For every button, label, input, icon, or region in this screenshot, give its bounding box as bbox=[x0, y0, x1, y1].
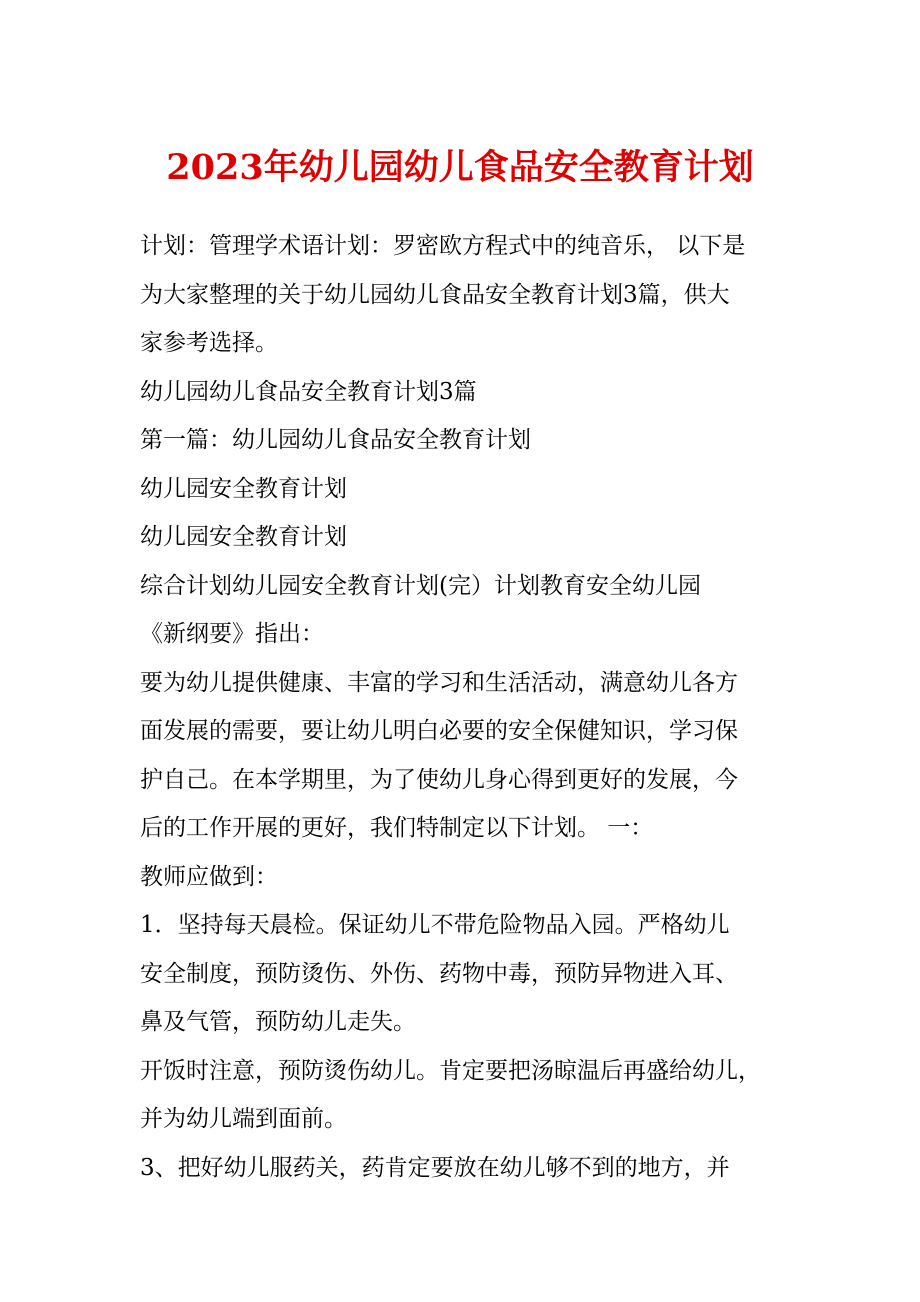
text-line: 幼儿园安全教育计划 bbox=[140, 475, 347, 502]
text-line: 3、把好幼儿服药关，药肯定要放在幼儿够不到的地方，并 bbox=[140, 1154, 730, 1181]
text-line: 幼儿园安全教育计划 bbox=[140, 524, 347, 550]
text-line: 为大家整理的关于幼儿园幼儿食品安全教育计划3篇，供大 bbox=[140, 281, 730, 308]
text-line: 1．坚持每天晨检。保证幼儿不带危险物品入园。严格幼儿 bbox=[140, 912, 730, 938]
text-line: 安全制度，预防烫伤、外伤、药物中毒，预防异物进入耳、 bbox=[140, 960, 738, 987]
text-line: 幼儿园幼儿食品安全教育计划3篇 bbox=[140, 378, 477, 405]
text-line: 并为幼儿端到面前。 bbox=[140, 1106, 347, 1132]
text-line: 家参考选择。 bbox=[140, 330, 278, 356]
text-line: 开饭时注意，预防烫伤幼儿。肯定要把汤晾温后再盛给幼儿， bbox=[140, 1057, 761, 1084]
text-line: 综合计划幼儿园安全教育计划(完）计划教育安全幼儿园 bbox=[140, 572, 701, 599]
text-line: 要为幼儿提供健康、丰富的学习和生活活动，满意幼儿各方 bbox=[140, 669, 738, 696]
text-line: 《新纲要》指出： bbox=[140, 621, 324, 647]
text-line: 计划：管理学术语计划：罗密欧方程式中的纯音乐， 以下是 bbox=[140, 233, 746, 259]
text-line: 第一篇：幼儿园幼儿食品安全教育计划 bbox=[140, 427, 531, 453]
text-line: 面发展的需要，要让幼儿明白必要的安全保健知识，学习保 bbox=[140, 718, 738, 744]
text-line: 后的工作开展的更好，我们特制定以下计划。 一： bbox=[140, 815, 654, 841]
document-title: 2023年幼儿园幼儿食品安全教育计划 bbox=[166, 147, 754, 188]
text-line: 鼻及气管，预防幼儿走失。 bbox=[140, 1009, 416, 1035]
document-body bbox=[140, 222, 800, 1192]
text-line: 教师应做到： bbox=[140, 863, 278, 890]
text-line: 护自己。在本学期里，为了使幼儿身心得到更好的发展，今 bbox=[140, 766, 738, 793]
